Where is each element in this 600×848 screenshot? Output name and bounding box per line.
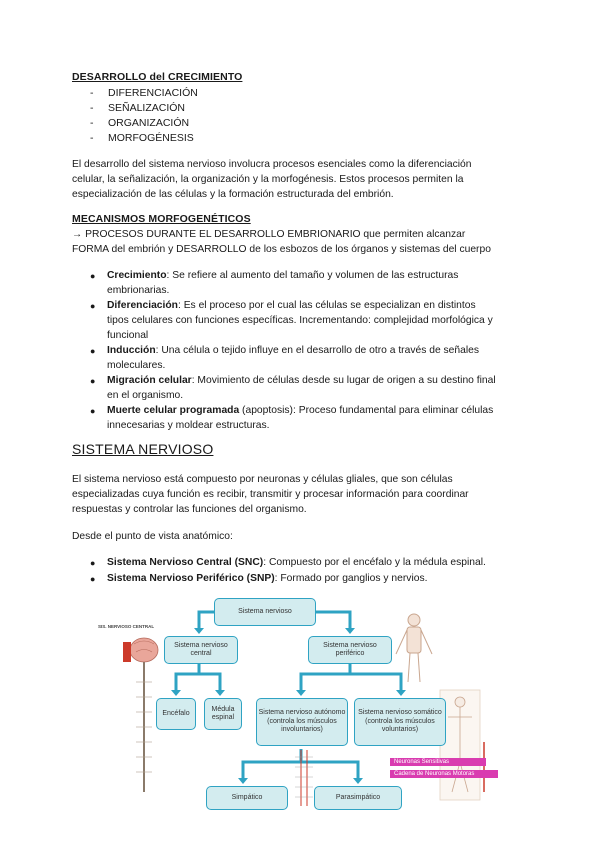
paragraph-desarrollo: El desarrollo del sistema nervioso involucra procesos esenciales como la diferenciación celular, la señalización, la organización y la morfogénesis. Estos procesos permiten la especialización de las células y la formación estructurada del embrión. — [72, 159, 472, 200]
box-sistema-nervioso: Sistema nervioso — [214, 598, 316, 626]
anatomic-intro: Desde el punto de vista anatómico: — [72, 531, 233, 542]
list-item: ● Sistema Nervioso Central (SNC): Compuesto por el encéfalo y la médula espinal. — [90, 557, 486, 568]
spinal-cord-image — [295, 750, 313, 806]
list-item: - ORGANIZACIÓN — [90, 117, 190, 129]
section-title-mecanismos: MECANISMOS MORFOGENÉTICOS — [72, 213, 251, 225]
box-somatico: Sistema nervioso somático (controla los músculos voluntarios) — [354, 698, 446, 746]
list-item: ● Muerte celular programada (apoptosis): Proceso fundamental para eliminar células innecesarias y moldear estructuras. — [90, 405, 494, 431]
box-snc: Sistema nervioso central — [164, 636, 238, 664]
box-snp: Sistema nervioso periférico — [308, 636, 392, 664]
list-item: ● Inducción: Una célula o tejido influye en el desarrollo de otro a través de señales moleculares. — [90, 345, 480, 371]
section-title-desarrollo: DESARROLLO del CRECIMIENTO — [72, 71, 243, 83]
connector-peripheral-autonomo — [301, 662, 350, 692]
bullet-list-sistema — [90, 555, 535, 587]
dash-list — [90, 86, 198, 146]
box-encefalo: Encéfalo — [156, 698, 196, 730]
list-item: - SEÑALIZACIÓN — [90, 102, 186, 114]
list-item: ● Diferenciación: Es el proceso por el cual las células se especializan en distintos tipos celulares con funciones específicas. Incrementando: complejidad morfológica y funcional — [90, 300, 493, 341]
nervous-system-diagram — [96, 592, 506, 818]
connector-root-central — [199, 612, 214, 630]
bullet-list-mecanismos — [90, 268, 535, 433]
connector-peripheral-somatico — [350, 674, 401, 692]
connector-autonomo-simpatico — [243, 749, 301, 780]
box-autonomo: Sistema nervioso autónomo (controla los músculos involuntarios) — [256, 698, 348, 746]
list-item: - MORFOGÉNESIS — [90, 132, 194, 144]
tag-neuronas-motoras: Cadena de Neuronas Motoras — [390, 770, 498, 778]
list-item: - DIFERENCIACIÓN — [90, 87, 198, 99]
box-parasimpatico: Parasimpático — [314, 786, 402, 810]
connector-root-peripheral — [316, 612, 350, 630]
brain-spine-image — [123, 638, 158, 792]
connector-central-medula — [199, 674, 220, 692]
box-medula: Médula espinal — [204, 698, 242, 730]
paragraph-mecanismos-intro: → PROCESOS DURANTE EL DESARROLLO EMBRIONARIO que permiten alcanzar FORMA del embrión y DESARROLLO de los esbozos de los órganos y sistemas del cuerpo — [72, 229, 491, 255]
section-title-sistema-nervioso: SISTEMA NERVIOSO — [72, 441, 214, 457]
list-item: ● Sistema Nervioso Periférico (SNP): Formado por ganglios y nervios. — [90, 573, 428, 584]
left-image-caption: SIS. NERVIOSO CENTRAL — [98, 624, 155, 629]
tag-neuronas-sensitivas: Neuronas Sensitivas — [390, 758, 486, 766]
paragraph-sistema-nervioso: El sistema nervioso está compuesto por neuronas y células gliales, que son células especializadas cuya función es recibir, transmitir y procesar información para coordinar respuestas y controlar las funciones del organismo. — [72, 474, 469, 515]
connector-autonomo-parasimpatico — [301, 762, 358, 780]
skeleton-image — [440, 690, 484, 800]
box-simpatico: Simpático — [206, 786, 288, 810]
connector-central-encefalo — [176, 662, 199, 692]
list-item: ● Migración celular: Movimiento de células desde su lugar de origen a su destino final en el organismo. — [90, 375, 496, 401]
body-figure-image — [396, 614, 432, 682]
list-item: ● Crecimiento: Se refiere al aumento del tamaño y volumen de las estructuras embrionarias. — [90, 270, 459, 296]
